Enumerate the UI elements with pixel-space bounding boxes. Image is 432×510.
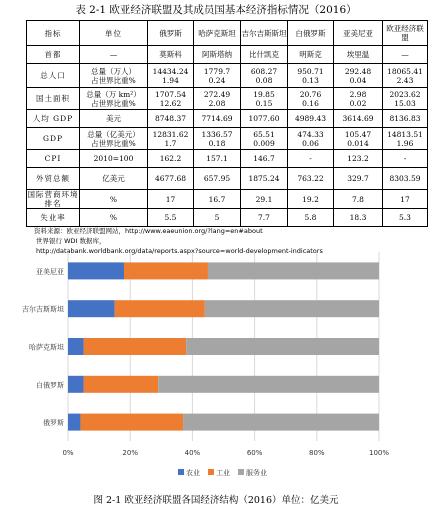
bar-segment-服务业 — [205, 300, 379, 317]
value-cell: 8748.37 — [148, 110, 194, 128]
row-unit: % — [80, 209, 148, 227]
row-label: 国际营商环境排名 — [27, 190, 79, 208]
value-cell-line: 12831.62 — [152, 129, 189, 139]
bar-segment-农业 — [68, 414, 80, 431]
value-cell: 埃里温 — [334, 46, 383, 64]
value-cell: 7.8 — [334, 190, 383, 209]
value-cell: 763.22 — [288, 168, 334, 190]
bar-segment-工业 — [115, 300, 205, 317]
table-header-cell: 哈萨克斯坦 — [194, 21, 241, 46]
value-cell-line: 20.76 — [299, 89, 322, 99]
value-cell: 4677.68 — [148, 168, 194, 190]
value-cell: 1875.24 — [241, 168, 288, 190]
value-cell-line: 15.03 — [394, 98, 416, 108]
value-cell-line: 0.009 — [253, 138, 275, 148]
value-cell-line: 2.08 — [208, 98, 226, 108]
bar-segment-服务业 — [183, 414, 379, 431]
x-tick-label: 100% — [368, 449, 390, 457]
source-note-line: 世界银行 WDI 数据库， — [36, 237, 106, 245]
table-header-cell: 欧亚经济联盟 — [383, 21, 428, 46]
value-cell: — — [383, 46, 428, 64]
table-header-cell: 亚美尼亚 — [334, 21, 383, 46]
value-cell-line: 0.06 — [302, 138, 319, 148]
x-tick-label: 0% — [62, 449, 74, 457]
row-unit-line: 总量（亿美元） — [87, 129, 140, 139]
bar-segment-服务业 — [158, 376, 379, 393]
row-unit-line: 占世界比重% — [91, 138, 136, 148]
value-cell-line: 0.15 — [255, 98, 273, 108]
value-cell: 4989.43 — [288, 110, 334, 128]
value-cell: 7.7 — [241, 209, 288, 227]
legend-label: 工业 — [216, 469, 230, 477]
value-cell: 157.1 — [194, 150, 241, 168]
value-cell: 1077.60 — [241, 110, 288, 128]
row-unit: 2010=100 — [80, 150, 148, 168]
value-cell-line: 2023.62 — [389, 89, 421, 99]
row-unit: 美元 — [80, 110, 148, 128]
value-cell-line: 19.85 — [253, 89, 275, 99]
value-cell-line: 0.24 — [208, 75, 226, 85]
bar-segment-工业 — [84, 338, 187, 355]
row-unit-line: 占世界比重% — [91, 98, 136, 108]
row-unit: 亿美元 — [80, 168, 148, 190]
value-cell: 17 — [383, 190, 428, 209]
bar-segment-农业 — [68, 338, 84, 355]
table-title: 表 2-1 欧亚经济联盟及其成员国基本经济指标情况（2016） — [75, 4, 357, 16]
chart-bars — [68, 262, 379, 430]
value-cell: 123.2 — [334, 150, 383, 168]
value-cell: 8303.59 — [383, 168, 428, 190]
value-cell-line: 1.7 — [164, 138, 177, 148]
value-cell: 329.7 — [334, 168, 383, 190]
table-header-cell: 吉尔吉斯斯坦 — [241, 21, 288, 46]
value-cell-line: 0.04 — [349, 75, 367, 85]
value-cell: 5.3 — [383, 209, 428, 227]
value-cell: 18.3 — [334, 209, 383, 227]
legend-swatch — [178, 469, 184, 475]
value-cell-line: 292.48 — [344, 66, 372, 76]
value-cell-line: 14434.24 — [152, 66, 189, 76]
row-unit-line: 总量（万 km²） — [86, 89, 141, 99]
value-cell-line: 1707.54 — [154, 89, 186, 99]
value-cell-line: 105.47 — [344, 129, 372, 139]
bar-segment-工业 — [84, 376, 159, 393]
value-cell: 比什凯克 — [241, 46, 288, 64]
value-cell: 162.2 — [148, 150, 194, 168]
row-label: 国土面积 — [27, 88, 80, 110]
category-label: 哈萨克斯坦 — [29, 343, 64, 352]
legend-label: 农业 — [186, 469, 200, 477]
table-header-cell: 白俄罗斯 — [288, 21, 334, 46]
row-label: 总人口 — [27, 64, 80, 88]
bar-segment-农业 — [68, 300, 115, 317]
x-tick-label: 80% — [309, 449, 325, 457]
row-unit: — — [80, 46, 148, 64]
table-header-cell: 俄罗斯 — [148, 21, 194, 46]
value-cell: - — [288, 150, 334, 168]
row-unit-line: 占世界比重% — [91, 75, 136, 85]
row-label: 外贸总额 — [27, 168, 80, 190]
row-label: 首都 — [27, 46, 80, 64]
chart-legend — [178, 468, 267, 477]
x-tick-label: 20% — [122, 449, 138, 457]
category-label: 白俄罗斯 — [36, 381, 64, 390]
bar-segment-服务业 — [208, 262, 379, 279]
bar-segment-工业 — [80, 414, 183, 431]
value-cell: 657.95 — [194, 168, 241, 190]
value-cell: 19.2 — [288, 190, 334, 209]
legend-swatch — [238, 469, 244, 475]
x-tick-label: 40% — [184, 449, 201, 457]
table-header-cell: 指标 — [27, 21, 80, 46]
value-cell: 莫斯科 — [148, 46, 194, 64]
row-unit-line: 总量（万人） — [91, 66, 136, 76]
table-header-cell: 单位 — [80, 21, 148, 46]
value-cell: 146.7 — [241, 150, 288, 168]
category-label: 亚美尼亚 — [36, 267, 64, 276]
legend-label: 服务业 — [246, 469, 267, 477]
figure-caption: 图 2-1 欧亚经济联盟各国经济结构（2016）单位：亿美元 — [93, 495, 339, 506]
value-cell: - — [383, 150, 428, 168]
category-label: 俄罗斯 — [43, 419, 64, 428]
bar-segment-工业 — [124, 262, 208, 279]
value-cell: 5 — [194, 209, 241, 227]
source-note-line: 资料来源：欧亚经济联盟网站，http://www.eaeunion.org/?lang=en#about — [34, 227, 263, 235]
value-cell: 7714.69 — [194, 110, 241, 128]
value-cell-line: 1.96 — [396, 138, 414, 148]
value-cell: 3614.69 — [334, 110, 383, 128]
value-cell: 阿斯塔纳 — [194, 46, 241, 64]
value-cell-line: 12.62 — [159, 98, 182, 108]
value-cell-line: 2.43 — [396, 75, 414, 85]
value-cell-line: 1.94 — [162, 75, 179, 85]
value-cell-line: 0.014 — [347, 138, 369, 148]
value-cell-line: 474.33 — [297, 129, 324, 139]
value-cell-line: 14813.51 — [387, 129, 423, 139]
category-label: 吉尔吉斯斯坦 — [22, 305, 64, 314]
bar-segment-农业 — [68, 262, 124, 279]
value-cell: 5.8 — [288, 209, 334, 227]
value-cell-line: 608.27 — [250, 66, 278, 76]
value-cell-line: 950.71 — [297, 66, 324, 76]
value-cell: 17 — [148, 190, 194, 209]
value-cell-line: 1336.57 — [201, 129, 233, 139]
row-unit: % — [80, 190, 148, 209]
value-cell-line: 65.51 — [253, 129, 275, 139]
bar-segment-农业 — [68, 376, 84, 393]
value-cell-line: 0.16 — [302, 98, 319, 108]
value-cell-line: 1779.7 — [203, 66, 231, 76]
x-tick-label: 60% — [246, 449, 263, 457]
bar-segment-服务业 — [186, 338, 379, 355]
row-label: GDP — [27, 128, 80, 150]
row-label: 失业率 — [27, 209, 80, 227]
value-cell: 29.1 — [241, 190, 288, 209]
source-note-line: http://databank.worldbank.org/data/reports.aspx?source=world-development-indicators — [36, 247, 323, 255]
value-cell: 5.5 — [148, 209, 194, 227]
value-cell: 16.7 — [194, 190, 241, 209]
value-cell-line: 272.49 — [203, 89, 231, 99]
legend-swatch — [208, 469, 214, 475]
value-cell-line: 0.08 — [255, 75, 273, 85]
row-label: 人均 GDP — [27, 110, 80, 128]
value-cell-line: 18065.41 — [387, 66, 423, 76]
row-label: CPI — [27, 150, 80, 168]
value-cell-line: 0.02 — [349, 98, 367, 108]
value-cell-line: 0.13 — [302, 75, 319, 85]
value-cell: 明斯克 — [288, 46, 334, 64]
value-cell-line: 2.98 — [349, 89, 367, 99]
value-cell: 8136.83 — [383, 110, 428, 128]
value-cell-line: 0.18 — [208, 138, 226, 148]
